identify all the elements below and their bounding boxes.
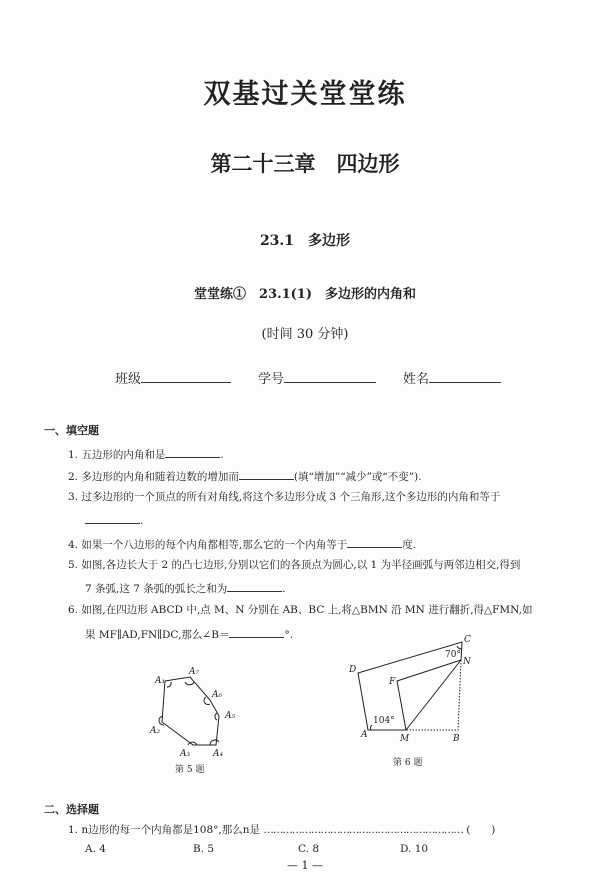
q-text: . xyxy=(220,449,224,461)
label-a5: A₅ xyxy=(225,711,236,721)
label-n: N xyxy=(463,657,471,667)
question-1-6: 6. 如图,在四边形 ABCD 中,点 M、N 分别在 AB、BC 上,将△BMN 沿 MN 进行翻折,得△FMN,如 xyxy=(68,604,533,616)
label-a3: A₃ xyxy=(180,749,191,759)
q-text: 1. 五边形的内角和是 xyxy=(68,449,166,461)
label-b: B xyxy=(453,734,460,744)
q-text: °. xyxy=(284,629,294,641)
chapter-title: 第二十三章 四边形 xyxy=(210,151,400,176)
q-text: 2. 多边形的内角和随着边数的增加而 xyxy=(68,471,239,483)
question-1-5: 5. 如图,各边长大于 2 的凸七边形,分别以它们的各顶点为圆心,以 1 为半径画弧与两邻边相交,得到 xyxy=(68,559,521,571)
label-c: C xyxy=(464,635,471,645)
answer-paren: ( ) xyxy=(466,824,496,836)
label-f: F xyxy=(389,677,396,687)
option-c: C. 8 xyxy=(298,843,320,855)
figure-5-caption: 第 5 题 xyxy=(175,765,205,775)
section-title: 23.1 多边形 xyxy=(259,233,351,249)
label-m: M xyxy=(400,734,410,744)
q-text: 1. n边形的每一个内角都是108°,那么n是 xyxy=(68,824,261,836)
label-a6: A₆ xyxy=(212,690,223,700)
q-text: 7 条弧,这 7 条弧的弧长之和为 xyxy=(85,583,228,595)
label-a: A xyxy=(361,730,368,740)
q-text: . xyxy=(282,583,286,595)
q-text: (填“增加”“减少”或“不变”). xyxy=(293,471,422,483)
q-text: 果 MF∥AD,FN∥DC,那么∠B＝ xyxy=(85,629,230,641)
q-text: 度. xyxy=(402,539,417,551)
option-a: A. 4 xyxy=(85,843,106,855)
label-a7: A₇ xyxy=(189,667,200,677)
question-1-3: 3. 过多边形的一个顶点的所有对角线,将这个多边形分成 3 个三角形,这个多边形的内角和等于 xyxy=(68,491,501,503)
part1-heading: 一、填空题 xyxy=(44,424,99,437)
angle-c-label: 70° xyxy=(445,650,461,660)
page-number: — 1 — xyxy=(287,859,323,872)
name-label: 姓名 xyxy=(403,372,430,387)
label-a4: A₄ xyxy=(213,749,224,759)
page-title: 双基过关堂堂练 xyxy=(203,79,407,110)
q-text: . xyxy=(140,515,144,527)
option-d: D. 10 xyxy=(400,843,429,855)
part2-heading: 二、选择题 xyxy=(44,803,99,816)
figure-6-caption: 第 6 题 xyxy=(393,758,423,768)
time-limit: (时间 30 分钟) xyxy=(261,327,349,342)
label-a2: A₂ xyxy=(150,726,161,736)
number-label: 学号 xyxy=(258,372,285,387)
figure-5-heptagon xyxy=(159,677,219,745)
leader-dots: ……………………………………………………… xyxy=(263,824,463,836)
q-text: 4. 如果一个八边形的每个内角都相等,那么它的一个内角等于 xyxy=(68,539,348,551)
label-d: D xyxy=(349,665,357,675)
exercise-subtitle: 堂堂练① 23.1(1) 多边形的内角和 xyxy=(193,287,416,302)
angle-a-label: 104° xyxy=(373,716,395,726)
option-b: B. 5 xyxy=(193,843,215,855)
label-a1: A₁ xyxy=(155,676,166,686)
question-2-1 xyxy=(68,822,495,837)
class-label: 班级 xyxy=(115,372,142,387)
